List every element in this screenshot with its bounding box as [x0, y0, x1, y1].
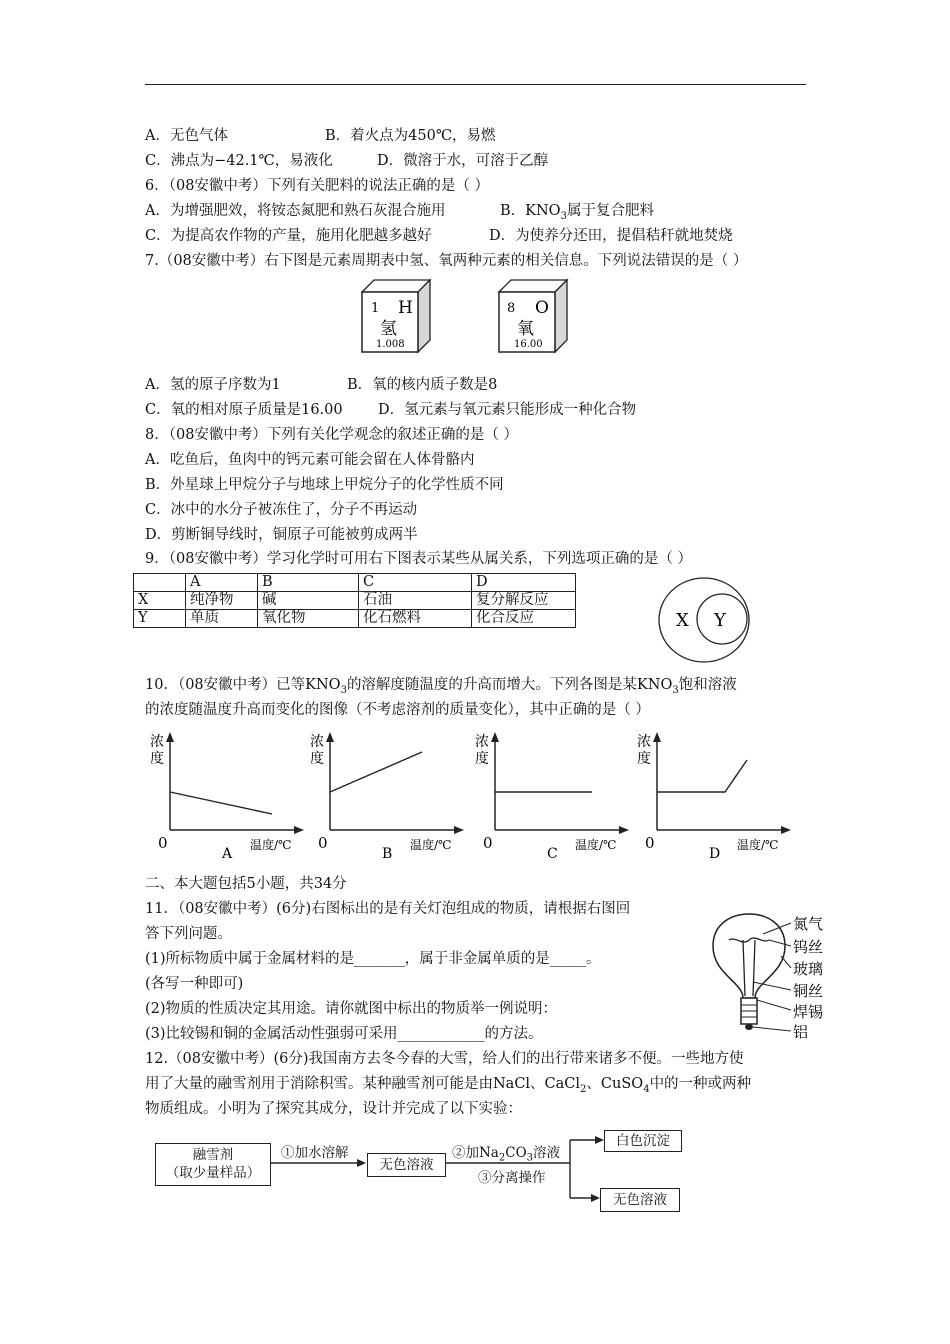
table-cell: C — [359, 574, 472, 592]
oxygen-number: 8 — [507, 301, 516, 316]
q5-option-a: A．无色气体 — [145, 128, 228, 144]
table-cell: B — [258, 574, 359, 592]
q6-stem: 6．（08安徽中考）下列有关肥料的说法正确的是（ ） — [145, 178, 490, 194]
q7-option-a: A．氢的原子序数为1 — [145, 377, 281, 393]
q11-line-1: 11．（08安徽中考）(6分)右图标出的是有关灯泡组成的物质，请根据右图回 — [145, 901, 631, 917]
venn-x-label: X — [676, 610, 689, 631]
q5-option-c: C．沸点为−42.1℃，易液化 — [145, 153, 333, 169]
q7-option-b: B．氧的核内质子数是8 — [347, 377, 498, 393]
graph-label: A — [222, 846, 233, 862]
q5-option-d: D．微溶于水，可溶于乙醇 — [377, 153, 549, 169]
graph-label: B — [382, 846, 393, 862]
flow-output-bottom-box: 无色溶液 — [600, 1188, 680, 1212]
q12-line-2: 用了大量的融雪剂用于消除积雪。某种融雪剂可能是由NaCl、CaCl$_2$、CuSO$_4$中的一种或两种 — [145, 1076, 752, 1095]
graph-label: C — [547, 846, 558, 862]
x-axis-label: 温度/℃ — [410, 838, 452, 852]
oxygen-symbol: O — [535, 298, 549, 318]
q8-option-c: C．冰中的水分子被冻住了，分子不再运动 — [145, 502, 418, 518]
flow-step-2: ②加$Na_2CO_3$溶液 — [452, 1145, 561, 1164]
q11-line-5: (2)物质的性质决定其用途。请你就图中标出的物质举一例说明： — [145, 1001, 558, 1017]
bulb-label: 铜丝 — [793, 982, 824, 1000]
q11-line-6: (3)比较锡和铜的金属活动性强弱可采用____________的方法。 — [145, 1026, 543, 1042]
hydrogen-mass: 1.008 — [376, 339, 405, 350]
flow-step-3: ③分离操作 — [478, 1170, 546, 1186]
flow-start-line-2: （取少量样品） — [165, 1165, 261, 1181]
q7-stem: 7.（08安徽中考）右下图是元素周期表中氢、氧两种元素的相关信息。下列说法错误的是（ ） — [145, 253, 748, 269]
hydrogen-symbol: H — [398, 298, 413, 318]
q11-line-2: 答下列问题。 — [145, 926, 232, 942]
oxygen-mass: 16.00 — [514, 339, 543, 350]
origin-label: 0 — [483, 834, 493, 852]
q8-option-b: B．外星球上甲烷分子与地球上甲烷分子的化学性质不同 — [145, 477, 504, 493]
graph-label: D — [709, 846, 721, 862]
origin-label: 0 — [318, 834, 328, 852]
origin-label: 0 — [645, 834, 655, 852]
bulb-label: 氮气 — [793, 915, 824, 933]
flow-output-top-box: 白色沉淀 — [604, 1130, 682, 1152]
q12-line-1: 12.（08安徽中考）(6分)我国南方去冬今春的大雪，给人们的出行带来诸多不便。一些地方使 — [145, 1051, 744, 1067]
y-axis-label: 度 — [150, 751, 164, 767]
table-cell: X — [134, 592, 186, 610]
y-axis-label: 度 — [310, 751, 324, 767]
oxygen-name: 氧 — [517, 319, 534, 339]
y-axis-label: 浓 — [310, 734, 324, 750]
q11-line-4: (各写一种即可) — [145, 976, 244, 992]
q6-option-d: D．为使养分还田，提倡秸秆就地焚烧 — [489, 228, 733, 244]
bulb-label: 铝 — [793, 1023, 809, 1041]
table-cell: Y — [134, 610, 186, 628]
y-axis-label: 度 — [475, 751, 489, 767]
table-cell: 氧化物 — [258, 610, 359, 628]
bulb-label: 焊锡 — [793, 1003, 824, 1021]
q8-option-d: D．剪断铜导线时，铜原子可能被剪成两半 — [145, 527, 418, 543]
y-axis-label: 浓 — [475, 734, 489, 750]
y-axis-label: 浓 — [150, 734, 164, 750]
q7-option-d: D．氢元素与氧元素只能形成一种化合物 — [378, 402, 637, 418]
flow-middle-box: 无色溶液 — [367, 1153, 446, 1177]
hydrogen-name: 氢 — [380, 319, 397, 339]
q8-option-a: A．吃鱼后，鱼肉中的钙元素可能会留在人体骨骼内 — [145, 452, 475, 468]
flow-step-1: ①加水溶解 — [281, 1145, 349, 1161]
table-cell: 化合反应 — [472, 610, 576, 628]
bulb-label: 玻璃 — [793, 960, 824, 978]
y-axis-label: 浓 — [637, 734, 651, 750]
x-axis-label: 温度/℃ — [250, 838, 292, 852]
q7-option-c: C．氧的相对原子质量是16.00 — [145, 402, 343, 418]
x-axis-label: 温度/℃ — [737, 838, 779, 852]
table-cell: 碱 — [258, 592, 359, 610]
table-cell: 石油 — [359, 592, 472, 610]
bulb-label: 钨丝 — [793, 938, 824, 956]
origin-label: 0 — [158, 834, 168, 852]
table-cell: 纯净物 — [186, 592, 258, 610]
venn-y-label: Y — [714, 610, 726, 631]
q12-line-3: 物质组成。小明为了探究其成分，设计并完成了以下实验： — [145, 1101, 522, 1117]
q10-line-1: 10．（08安徽中考）已等$KNO_3$的溶解度随温度的升高而增大。下列各图是某$KNO_3$饱和溶液 — [145, 677, 737, 696]
section-2-title: 二、本大题包括5小题，共34分 — [145, 876, 347, 892]
y-axis-label: 度 — [637, 751, 651, 767]
q8-stem: 8．（08安徽中考）下列有关化学观念的叙述正确的是（ ） — [145, 427, 519, 443]
table-cell: A — [186, 574, 258, 592]
table-cell: D — [472, 574, 576, 592]
q11-line-3: (1)所标物质中属于金属材料的是_______，属于非金属单质的是_____。 — [145, 951, 601, 967]
table-cell: 单质 — [186, 610, 258, 628]
q10-line-2: 的浓度随温度升高而变化的图像（不考虑溶剂的质量变化），其中正确的是（ ） — [145, 702, 650, 718]
q6-option-a: A．为增强肥效，将铵态氮肥和熟石灰混合施用 — [145, 203, 446, 219]
hydrogen-number: 1 — [371, 301, 380, 316]
x-axis-label: 温度/℃ — [575, 838, 617, 852]
table-cell: 化石燃料 — [359, 610, 472, 628]
flow-start-line-1: 融雪剂 — [192, 1147, 234, 1163]
table-cell: 复分解反应 — [472, 592, 576, 610]
q6-option-b: B．$KNO_3$属于复合肥料 — [500, 203, 654, 222]
q9-stem: 9．（08安徽中考）学习化学时可用右下图表示某些从属关系，下列选项正确的是（ ） — [145, 551, 693, 567]
q5-option-b: B．着火点为450℃，易燃 — [325, 128, 496, 144]
q6-option-c: C．为提高农作物的产量，施用化肥越多越好 — [145, 228, 432, 244]
